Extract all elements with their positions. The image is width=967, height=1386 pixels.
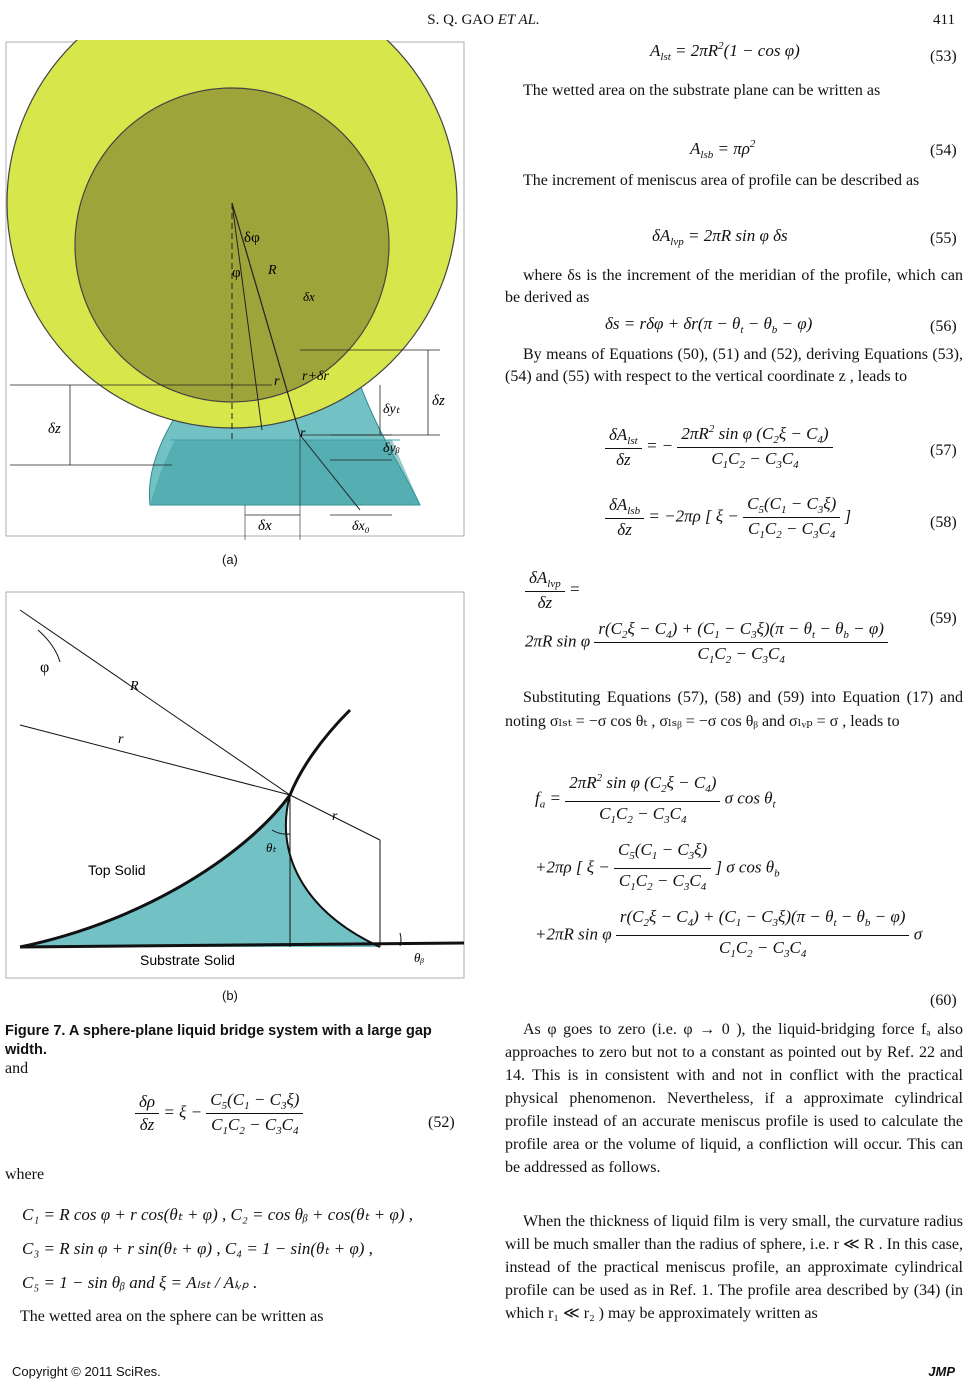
label-dz-left: δz [48,421,61,437]
figure-7a [0,40,470,540]
eq53-number: (53) [930,48,957,65]
figure-label-b: (b) [222,988,238,1003]
label-theta-t: θₜ [266,840,277,855]
label-theta-b: θᵦ [414,950,425,965]
def-line-1: C₁ = R cos φ + r cos(θₜ + φ) , C₂ = cos θᵦ + cos(θₜ + φ) , [22,1205,413,1224]
text-by-means: By means of Equations (50), (51) and (52), deriving Equations (53), (54) and (55) with respect to the vertical coordinate z , leads to [505,346,963,385]
equation-54: $A_{lsb} = \pi\rho^2$ [690,138,756,161]
equation-53: $A_{lst} = 2\pi R^2(1 - \cos \varphi)$ [650,40,800,63]
label-R-a: R [268,263,277,278]
label-rtop-b: r [118,732,124,747]
equation-55: $\delta A_{lvp} = 2\pi R$ sin φ δs [652,226,788,248]
label-substrate-solid: Substrate Solid [140,952,235,968]
constants-definitions [22,1198,462,1300]
header-et-al: ET AL. [497,12,540,28]
eq54-number: (54) [930,142,957,159]
label-dyb: δyᵦ [383,441,400,456]
text-substituting: Substituting Equations (57), (58) and (59) into Equation (17) and noting σₗₛₜ = −σ cos θₜ , σₗₛᵦ = −σ cos θᵦ and σₗᵥₚ = σ , leads to [505,689,963,730]
equation-58: $\frac{\delta A_{lsb}}{\delta z}$ = −2πρ [ ξ − $\frac{C_5(C_1 - C_3\xi)}{C_1C_2 - C_3C_4}$ ] [605,494,925,541]
label-R-b: R [130,679,139,694]
eq56-number: (56) [930,318,957,335]
def-line-3: C₅ = 1 − sin θᵦ and ξ = Aₗₛₜ / Aₗᵥₚ . [22,1273,258,1292]
equation-59: $\frac{\delta A_{lvp}}{\delta z}$ = 2πR sin φ $\frac{r(C_2\xi - C_4) + (C_1 - C_3\xi)(\pi - \theta_t - \theta_b - \varphi)}{C_1C_2 - C_3C_4}$ [525,568,925,666]
label-r-a: r [274,374,280,389]
header-authors: S. Q. GAO [427,12,498,28]
label-r2-a: r [300,426,306,441]
copyright: Copyright © 2011 SciRes. [12,1364,161,1379]
label-rdr: r+δr [302,369,329,384]
journal-abbrev: JMP [928,1364,955,1379]
equation-60: $f_a$ = $\frac{2\pi R^2 \sin \varphi (C_2\xi - C_4)}{C_1C_2 - C_3C_4}$ σ $\cos \theta_t$ +2πρ [ ξ − $\frac{C_5(C_1 - C_3\xi)}{C_1C_2 - C_3C_4}$ ] σ $\cos \theta_b$ +2πR sin φ $\frac{r(C_2\xi - C_4) + (C_1 - C_3\xi)(\pi - \theta_t - \theta_b - \varphi)}{C_1C_2 - C_3C_4}$ σ [535,768,955,965]
text-sphere-area: The wetted area on the sphere can be written as [20,1308,324,1325]
eq60-number: (60) [930,992,957,1009]
figure-caption: Figure 7. A sphere-plane liquid bridge system with a large gap width. [5,1023,432,1058]
label-dxt: δx [303,289,315,304]
label-top-solid: Top Solid [88,862,146,878]
text-substrate-area: The wetted area on the substrate plane can be written as [523,82,881,99]
equation-57: $\frac{\delta A_{lst}}{\delta z}$ = − $\frac{2\pi R^2 \sin \varphi (C_2\xi - C_4)}{C_1C_2 - C_3C_4}$ [605,423,925,471]
eq52-number: (52) [428,1114,455,1131]
eq58-number: (58) [930,514,957,531]
def-line-2: C₃ = R sin φ + r sin(θₜ + φ) , C₄ = 1 − sin(θₜ + φ) , [22,1239,373,1258]
eq59-number: (59) [930,610,957,627]
label-dz-right: δz [432,393,445,409]
label-phi-b: φ [40,659,50,676]
running-head [0,12,967,29]
text-where-left: where [5,1166,45,1183]
label-phi-a: φ [232,265,241,281]
figure-7b [0,590,470,980]
page-header [0,10,967,34]
label-dx0: δx₀ [352,519,370,534]
text-where-ds: where δs is the increment of the meridian of the profile, which can be derived as [505,267,963,306]
eq55-number: (55) [930,230,957,247]
figure-label-a: (a) [222,552,238,567]
label-r-b: r [332,809,338,824]
text-when-thickness: When the thickness of liquid film is very small, the curvature radius will be much smaller than the radius of sphere, i.e. r ≪ R . In this case, instead of the practical meniscus profile, an approximate cylindrical profile can be used as in Ref. 1. The profile area described by (34) (in which r₁ ≪ r₂ ) may be approximately written as [505,1213,963,1322]
page-number: 411 [933,12,955,28]
label-dphi: δφ [244,230,260,246]
eq57-number: (57) [930,442,957,459]
label-dyt: δyₜ [383,402,400,417]
equation-56: $\delta s = r\delta\varphi + \delta r(\pi - \theta_t - \theta_b - \varphi)$ [605,314,813,336]
equation-52: $\frac{\delta\rho}{\delta z}$ = ξ − $\frac{C_5(C_1 - C_3\xi)}{C_1C_2 - C_3C_4}$ [135,1090,455,1150]
text-and: and [5,1060,29,1077]
text-as-phi: As φ goes to zero (i.e. φ → 0 ), the liquid-bridging force fₐ also approaches to zero but not to a constant as pointed out by Ref. 22 and 14. This is in consistent with and not in conflict with the practical physical phenomenon. Nevertheless, if a approximate cylindrical profile instead of an accurate meniscus profile is used to calculate the profile area or the volume of liquid, a confliction will occur. This can be addressed as follows. [505,1021,963,1176]
label-dx: δx [258,518,272,534]
text-meniscus-increment: The increment of meniscus area of profile can be described as [523,172,920,189]
